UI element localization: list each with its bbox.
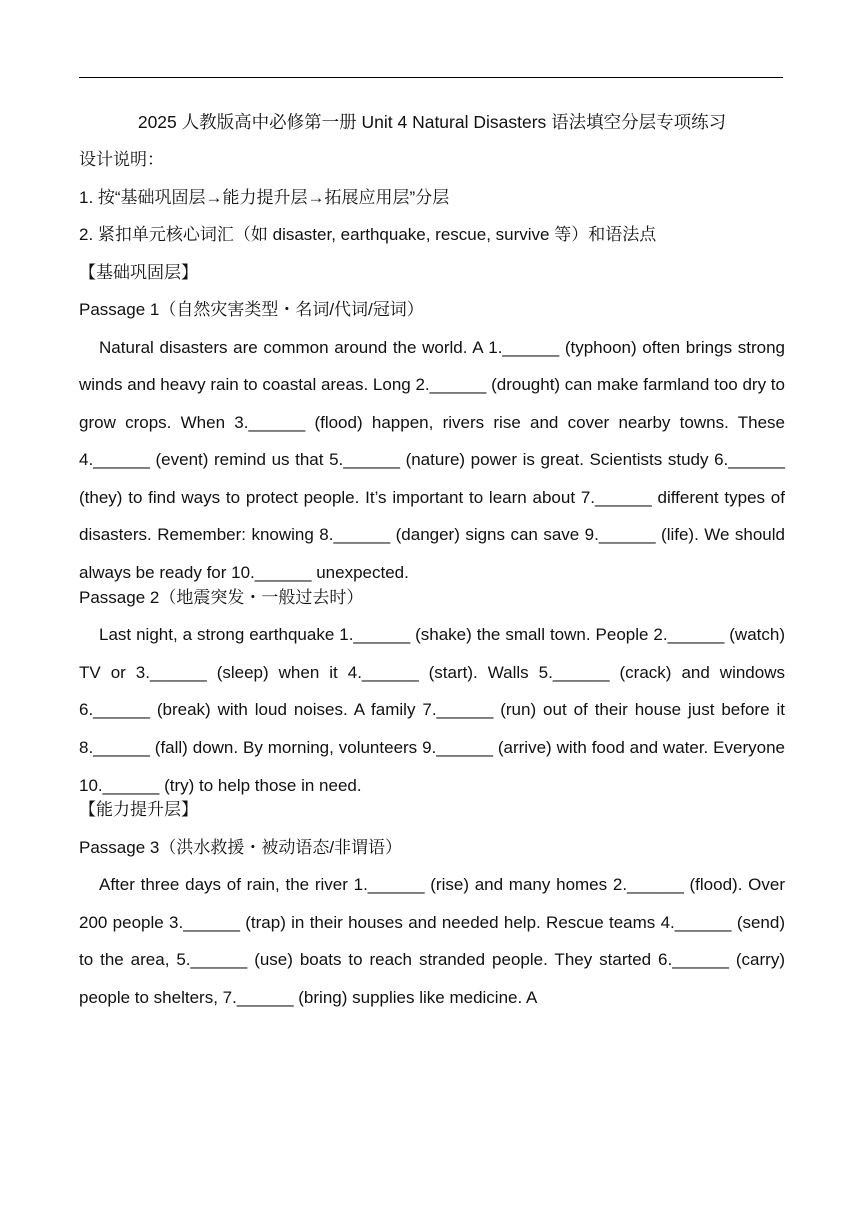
section-heading-basic: 【基础巩固层】 xyxy=(79,262,198,282)
header-rule xyxy=(79,77,783,78)
section-heading-advanced: 【能力提升层】 xyxy=(79,800,198,820)
passage-text: Natural disasters are common around the world. A 1.______ (typhoon) often brings strong winds and heavy rain to coastal areas. Long 2.______ (drought) can make farmland too dry to grow crops. When 3.______ (flood) happen, rivers rise and cover nearby towns. These 4.______ (event) remind us that 5.______ (nature) power is great. Scientists study 6.______ (they) to find ways to protect people. It’s important to learn about 7.______ different types of disasters. Remember: knowing 8.______ (danger) signs can save 9.______ (life). We should always be ready for 10.______ unexpected. xyxy=(79,337,785,583)
passage-title: Passage 3（洪水救援・被动语态/非谓语） xyxy=(79,837,403,857)
design-note-heading: 设计说明： xyxy=(79,150,164,169)
passage-text: After three days of rain, the river 1.______ (rise) and many homes 2.______ (flood). Over 200 people 3.______ (trap) in their houses and needed help. Rescue teams 4.______ (send) to the area, 5.______ (use) boats to reach stranded people. They started 6.______ (carry) people to shelters, 7.______ (bring) supplies like medicine. A xyxy=(79,875,785,1007)
design-note-item: 2. 紧扣单元核心词汇（如 disaster, earthquake, rescue, survive 等）和语法点 xyxy=(79,225,657,244)
design-note-item: 1. 按“基础巩固层→能力提升层→拓展应用层”分层 xyxy=(79,187,450,207)
passage-text: Last night, a strong earthquake 1.______ (shake) the small town. People 2.______ (watch) TV or 3.______ (sleep) when it 4.______ (start). Walls 5.______ (crack) and windows 6.______ (break) with loud noises. A family 7.______ (run) out of their house just before it 8.______ (fall) down. By morning, volunteers 9.______ (arrive) with food and water. Everyone 10.______ (try) to help those in need. xyxy=(79,625,785,795)
passage-title: Passage 1（自然灾害类型・名词/代词/冠词） xyxy=(79,300,424,319)
document-title: 2025 人教版高中必修第一册 Unit 4 Natural Disasters 语法填空分层专项练习 xyxy=(137,112,727,132)
document-page xyxy=(79,110,785,1011)
passage-title: Passage 2（地震突发・一般过去时） xyxy=(79,587,364,607)
